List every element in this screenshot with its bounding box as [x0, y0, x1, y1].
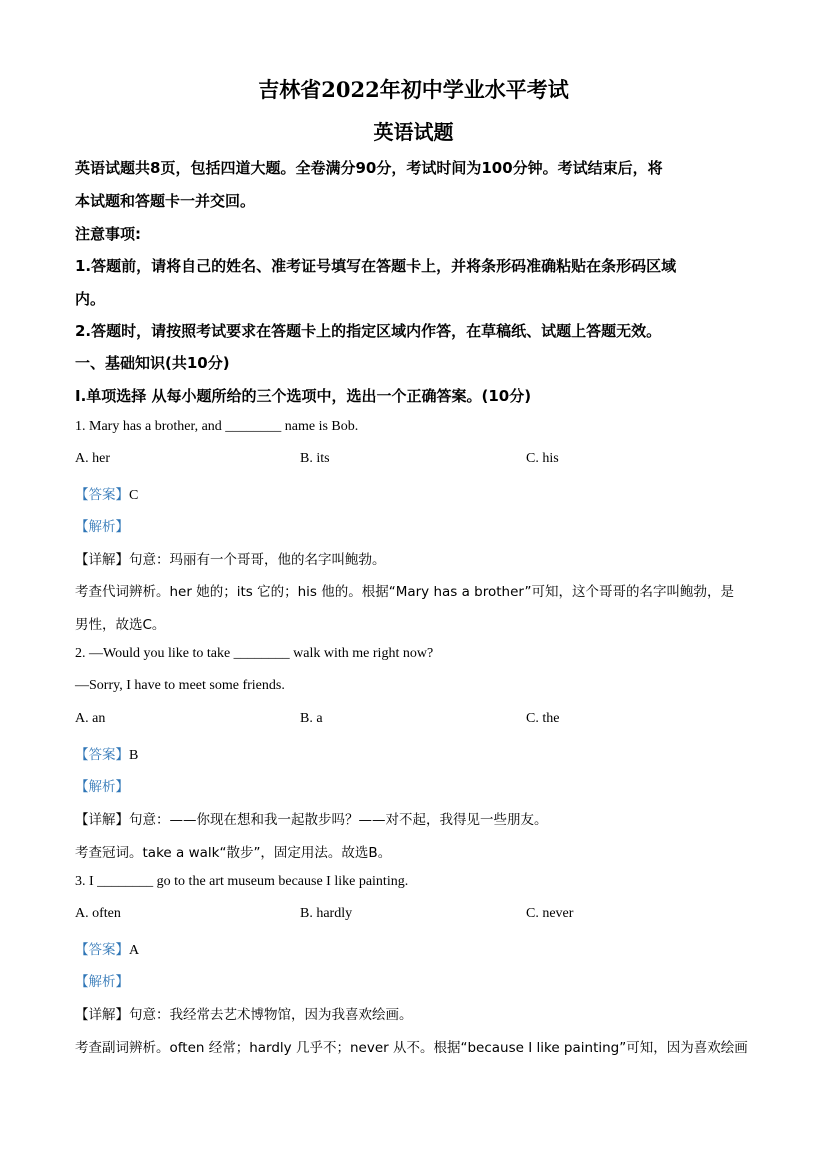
answer-value: A: [129, 943, 140, 958]
question-1-stem: 1. Mary has a brother, and ________ name is Bob.: [75, 419, 359, 434]
intro-line-1: 英语试题共8页，包括四道大题。全卷满分90分，考试时间为100分钟。考试结束后，将: [75, 159, 663, 177]
question-2-analysis-label: 【解析】: [75, 779, 129, 795]
answer-value: B: [129, 748, 139, 763]
intro-line-2: 本试题和答题卡一并交回。: [75, 192, 256, 210]
question-3-detail-1: 【详解】句意：我经常去艺术博物馆，因为我喜欢绘画。: [75, 1007, 413, 1023]
question-1-detail-1: 【详解】句意：玛丽有一个哥哥，他的名字叫鲍勃。: [75, 552, 386, 568]
notes-heading: 注意事项:: [75, 225, 141, 243]
question-2-option-b: B. a: [300, 711, 323, 726]
question-2-answer: [75, 743, 755, 764]
answer-label: 【答案】: [75, 487, 129, 503]
question-1-option-a: A. her: [75, 451, 110, 466]
section-heading: 一、基础知识(共10分): [75, 354, 230, 372]
question-2-option-c: C. the: [526, 711, 560, 726]
question-3-analysis-label: 【解析】: [75, 974, 129, 990]
note-1-line-2: 内。: [75, 290, 106, 308]
question-1-detail-2: 考查代词辨析。her 她的；its 它的；his 他的。根据“Mary has a brother”可知，这个哥哥的名字叫鲍勃，是: [75, 584, 735, 600]
question-1-option-c: C. his: [526, 451, 559, 466]
question-2-detail-2: 考查冠词。take a walk“散步”，固定用法。故选B。: [75, 845, 392, 861]
question-3-answer: [75, 938, 755, 959]
answer-label: 【答案】: [75, 942, 129, 958]
note-2: 2.答题时，请按照考试要求在答题卡上的指定区域内作答，在草稿纸、试题上答题无效。: [75, 322, 662, 340]
question-1-analysis-label: 【解析】: [75, 519, 129, 535]
question-2-stem-2: —Sorry, I have to meet some friends.: [75, 678, 285, 693]
question-1-answer: [75, 483, 755, 504]
question-3-stem: 3. I ________ go to the art museum because I like painting.: [75, 874, 409, 889]
question-1-detail-3: 男性，故选C。: [75, 617, 166, 633]
question-3-option-c: C. never: [526, 906, 574, 921]
question-1-option-b: B. its: [300, 451, 330, 466]
question-2-detail-1: 【详解】句意：——你现在想和我一起散步吗？——对不起，我得见一些朋友。: [75, 812, 548, 828]
note-1-line-1: 1.答题前，请将自己的姓名、准考证号填写在答题卡上，并将条形码准确粘贴在条形码区域: [75, 257, 677, 275]
answer-value: C: [129, 488, 139, 503]
part-heading: I.单项选择 从每小题所给的三个选项中，选出一个正确答案。(10分): [75, 387, 532, 405]
question-3-detail-2: 考查副词辨析。often 经常；hardly 几乎不；never 从不。根据“because I like painting”可知，因为喜欢绘画: [75, 1040, 748, 1056]
exam-title: 吉林省2022年初中学业水平考试: [258, 77, 569, 102]
exam-subtitle: 英语试题: [373, 120, 454, 144]
question-3-option-b: B. hardly: [300, 906, 353, 921]
question-2-stem-1: 2. —Would you like to take ________ walk with me right now?: [75, 646, 434, 661]
answer-label: 【答案】: [75, 747, 129, 763]
question-3-option-a: A. often: [75, 906, 121, 921]
question-2-option-a: A. an: [75, 711, 106, 726]
